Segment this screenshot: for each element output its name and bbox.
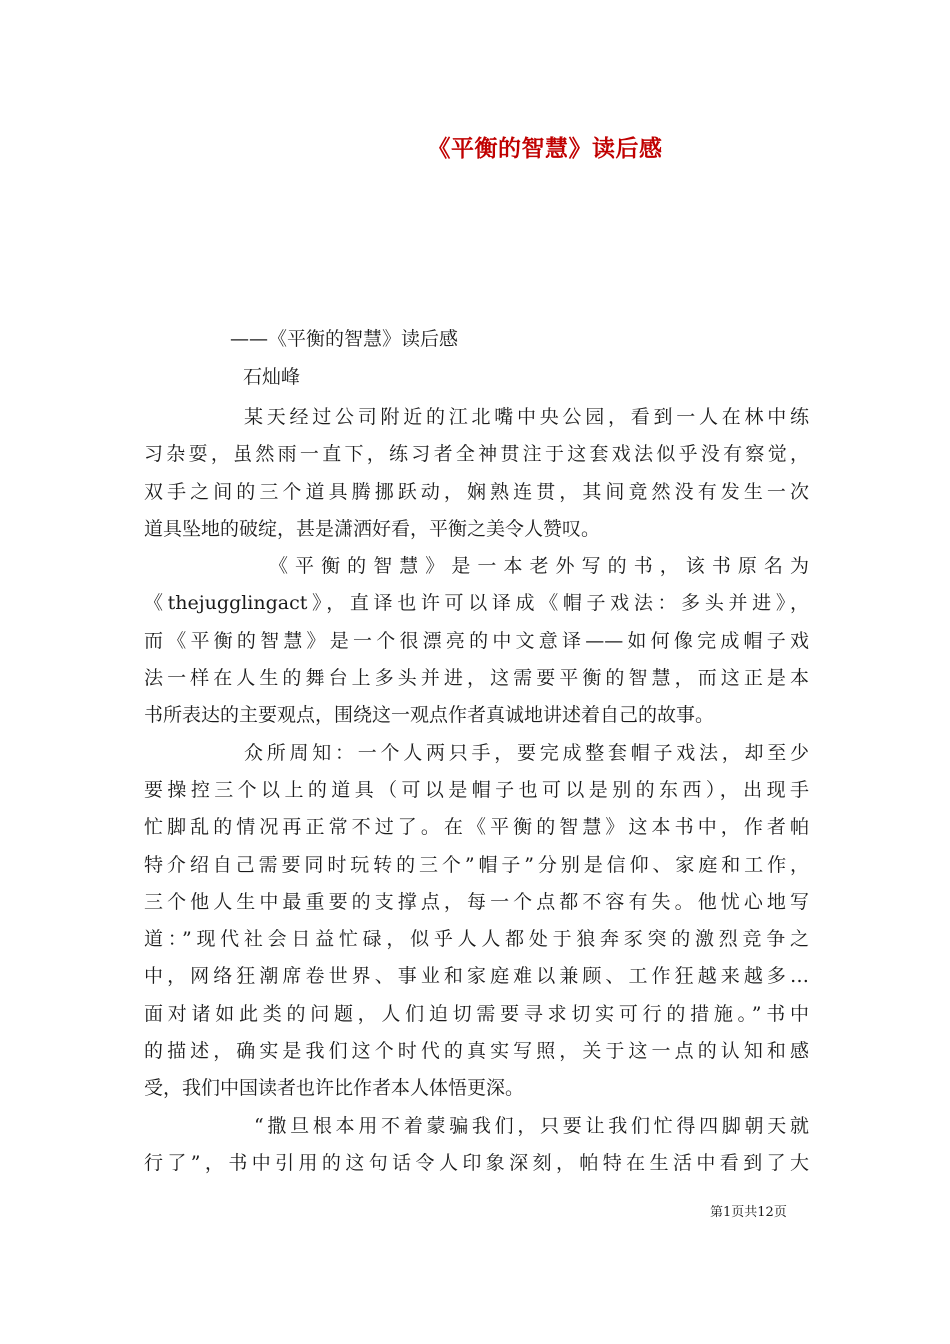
- paragraph-4: [144, 1108, 809, 1183]
- document-title: 《平衡的智慧》读后感: [427, 135, 663, 162]
- paragraph-line: 行了”，书中引用的这句话令人印象深刻，帕特在生活中看到了大: [144, 1151, 809, 1174]
- paragraph-line: 双手之间的三个道具腾挪跃动，娴熟连贯，其间竟然没有发生一次: [144, 480, 809, 503]
- paragraph-line: 受，我们中国读者也许比作者本人体悟更深。: [144, 1077, 525, 1100]
- paragraph-line: 道：”现代社会日益忙碌，似乎人人都处于狼奔豕突的激烈竞争之: [144, 928, 809, 951]
- paragraph-line: 《thejugglingact》，直译也许可以译成《帽子戏法：多头并进》，: [144, 592, 809, 615]
- paragraph-line: 《平衡的智慧》是一本老外写的书，该书原名为: [269, 555, 809, 578]
- paragraph-line: 忙脚乱的情况再正常不过了。在《平衡的智慧》这本书中，作者帕: [144, 816, 809, 839]
- document-subtitle: ——《平衡的智慧》读后感: [230, 328, 459, 350]
- paragraph-line: 中，网络狂潮席卷世界、事业和家庭难以兼顾、工作狂越来越多…: [144, 965, 809, 988]
- paragraph-line: 面对诸如此类的问题，人们迫切需要寻求切实可行的措施。”书中: [144, 1002, 809, 1025]
- paragraph-line: 众所周知：一个人两只手，要完成整套帽子戏法，却至少: [244, 741, 809, 764]
- paragraph-1: [144, 399, 809, 548]
- paragraph-line: 习杂耍，虽然雨一直下，练习者全神贯注于这套戏法似乎没有察觉，: [144, 443, 809, 466]
- paragraph-line: 某天经过公司附近的江北嘴中央公园，看到一人在林中练: [244, 406, 809, 428]
- paragraph-line: 而《平衡的智慧》是一个很漂亮的中文意译——如何像完成帽子戏: [144, 629, 809, 652]
- paragraph-3: [144, 735, 809, 1108]
- paragraph-line: 法一样在人生的舞台上多头并进，这需要平衡的智慧，而这正是本: [144, 667, 809, 690]
- author-name: 石灿峰: [243, 366, 301, 388]
- body-text: [144, 399, 809, 1182]
- paragraph-line: 特介绍自己需要同时玩转的三个”帽子”分别是信仰、家庭和工作，: [144, 853, 809, 876]
- paragraph-line: 道具坠地的破绽，甚是潇洒好看，平衡之美令人赞叹。: [144, 517, 601, 540]
- paragraph-2: [144, 548, 809, 734]
- paragraph-line: 书所表达的主要观点，围绕这一观点作者真诚地讲述着自己的故事。: [144, 704, 715, 727]
- paragraph-line: 的描述，确实是我们这个时代的真实写照，关于这一点的认知和感: [144, 1040, 809, 1063]
- page-number: 第1页共12页: [710, 1205, 787, 1220]
- paragraph-line: 要操控三个以上的道具（可以是帽子也可以是别的东西），出现手: [144, 778, 809, 801]
- paragraph-line: 三个他人生中最重要的支撑点，每一个点都不容有失。他忧心地写: [144, 890, 809, 913]
- paragraph-line: “撒旦根本用不着蒙骗我们，只要让我们忙得四脚朝天就: [254, 1114, 809, 1137]
